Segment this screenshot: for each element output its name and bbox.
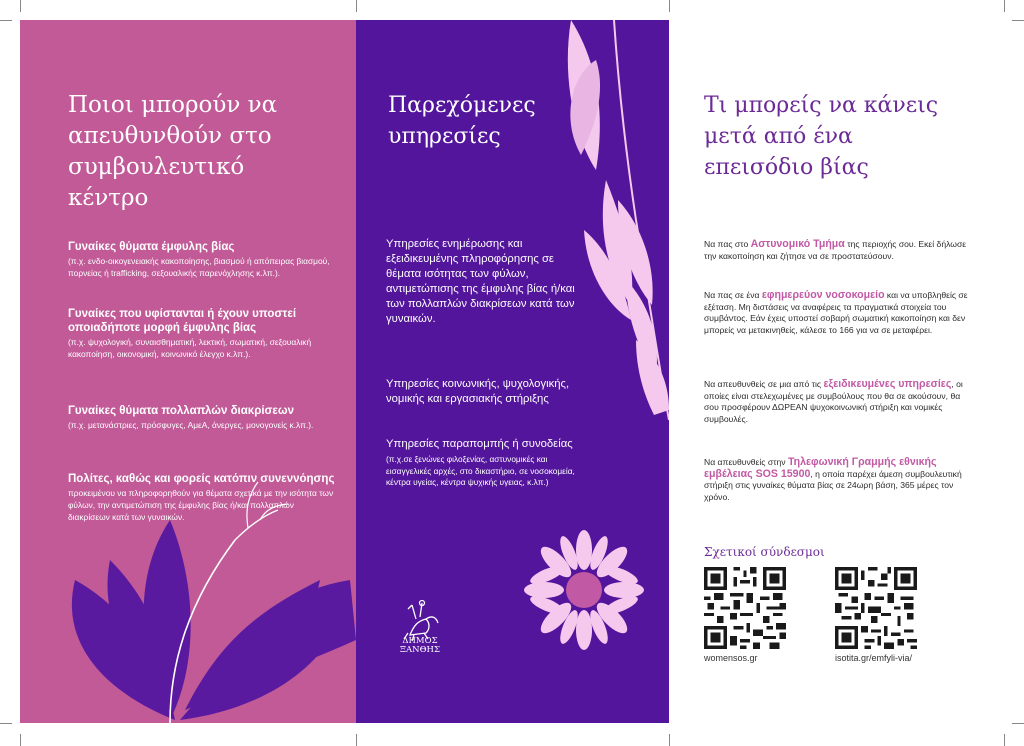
right-title: Τι μπορείς να κάνεις μετά από ένα επεισόδιο βίας bbox=[704, 93, 939, 180]
advice-text: της περιοχής σου. Εκεί δήλωσε την κακοποίηση και ζήτησε να σε προστατεύσουν. bbox=[704, 239, 967, 261]
crop-mark bbox=[1004, 0, 1005, 12]
advice-text: , η οποία παρέχει άμεση συμβουλευτική στήριξη στις γυναίκες θύματα βίας σε 24ωρη βάση, 365 μέρες τον χρόνο. bbox=[704, 468, 962, 503]
advice-text: Να απευθυνθείς στην bbox=[704, 457, 788, 467]
advice-paragraph bbox=[704, 290, 974, 337]
middle-panel bbox=[356, 20, 669, 723]
left-title: Ποιοι μπορούν να απευθυνθούν στο συμβουλευτικό κέντρο bbox=[68, 92, 278, 211]
logo-text: ΔΗΜΟΣ ΞΑΝΘΗΣ bbox=[400, 636, 440, 655]
audience-sub: (π.χ. μετανάστριες, πρόσφυγες, ΑμεΑ, άνεργες, μονογονείς κ.λπ.). bbox=[68, 420, 314, 430]
advice-text: , οι οποίες είναι στελεχωμένες με συμβούλους που θα σε ακούσουν, θα σου προσφέρουν ΔΩΡΕΑΝ ψυχοκοινωνική στήριξη και νομικές συμβουλές. bbox=[704, 379, 963, 425]
middle-title: Παρεχόμενες υπηρεσίες bbox=[388, 93, 536, 149]
audience-head: Γυναίκες θύματα πολλαπλών διακρίσεων bbox=[68, 405, 294, 417]
audience-sub: (π.χ. ψυχολογική, συναισθηματική, λεκτική, σωματική, σεξουαλική κακοποίηση, οικονομική, κοινωνικό έλεγχο κ.λπ.). bbox=[68, 337, 312, 359]
advice-highlight: Τηλεφωνική Γραμμής εθνικής εμβέλειας SOS 15900 bbox=[704, 456, 937, 480]
advice-highlight: εφημερεύον νοσοκομείο bbox=[761, 289, 885, 301]
crop-mark bbox=[1012, 723, 1024, 724]
service-head: Υπηρεσίες παραπομπής ή συνοδείας bbox=[386, 438, 573, 450]
advice-paragraph bbox=[704, 457, 974, 504]
audience-group bbox=[68, 472, 338, 523]
crop-mark bbox=[1004, 734, 1005, 746]
qr-code-icon[interactable] bbox=[835, 567, 917, 649]
advice-text: Να πας στο bbox=[704, 239, 751, 249]
crop-mark bbox=[669, 0, 670, 12]
link-label[interactable]: womensos.gr bbox=[704, 653, 758, 663]
advice-highlight: Αστυνομικό Τμήμα bbox=[750, 238, 845, 250]
link-label[interactable]: isotita.gr/emfyli-via/ bbox=[835, 653, 913, 663]
audience-group bbox=[68, 240, 338, 279]
crop-mark bbox=[0, 20, 12, 21]
left-panel bbox=[20, 20, 356, 723]
crop-mark bbox=[20, 734, 21, 746]
service-item bbox=[386, 377, 576, 407]
audience-head: Γυναίκες θύματα έμφυλης βίας bbox=[68, 241, 235, 253]
crop-mark bbox=[1012, 20, 1024, 21]
service-head: Υπηρεσίες ενημέρωσης και εξειδικευμένης πληροφόρησης σε θέματα ισότητας των φύλων, αντιμετώπισης της έμφυλης βίας ή/και των πολλαπλών διακρίσεων κατά των γυναικών. bbox=[386, 238, 575, 325]
advice-text: και να υποβληθείς σε εξέταση. Μη διστάσεις να αναφέρεις τα πραγματικά στοιχεία του συμβάντος. Εάν έχεις υποστεί σοβαρή σωματική κακοποίηση και δεν μπορείς να μετακινηθείς, κάλεσε το 166 για να σε μεταφέρει. bbox=[704, 290, 968, 336]
audience-group bbox=[68, 307, 338, 360]
service-item bbox=[386, 237, 576, 327]
crop-mark bbox=[20, 0, 21, 12]
advice-highlight: εξειδικευμένες υπηρεσίες bbox=[823, 378, 952, 390]
service-sub: (π.χ.σε ξενώνες φιλοξενίας, αστυνομικές και εισαγγελικές αρχές, στο δικαστήριο, σε νοσοκομεία, κέντρα υγείας, κέντρα ψυχικής υγειας, κ.λπ.) bbox=[386, 454, 575, 487]
crop-mark bbox=[356, 0, 357, 12]
qr-code-icon[interactable] bbox=[704, 567, 786, 649]
advice-paragraph bbox=[704, 379, 974, 426]
advice-text: Να πας σε ένα bbox=[704, 290, 762, 300]
daisy-flower bbox=[524, 530, 644, 650]
audience-sub: προκειμένου να πληροφορηθούν για θέματα σχετικά με την ισότητα των φύλων, την αντιμετώπιση της έμφυλης βίας ή/και πολλαπλών διακρίσεων κατά των γυναικών. bbox=[68, 488, 334, 522]
right-panel bbox=[669, 20, 1004, 723]
advice-paragraph bbox=[704, 239, 974, 262]
crop-mark bbox=[356, 734, 357, 746]
audience-sub: (π.χ. ενδο-οικογενειακής κακοποίησης, βιασμού ή απόπειρας βιασμού, πορνείας ή trafficking, σεξουαλικής παρενόχλησης κ.λπ.). bbox=[68, 256, 330, 278]
crop-mark bbox=[669, 734, 670, 746]
crop-mark bbox=[0, 723, 12, 724]
advice-text: Να απευθυνθείς σε μια από τις bbox=[704, 379, 824, 389]
service-item bbox=[386, 437, 576, 489]
links-title: Σχετικοί σύνδεσμοι bbox=[704, 545, 825, 559]
audience-head: Πολίτες, καθώς και φορείς κατόπιν συνεννόησης bbox=[68, 473, 335, 485]
audience-group bbox=[68, 404, 338, 431]
audience-head: Γυναίκες που υφίστανται ή έχουν υποστεί οποιαδήποτε μορφή έμφυλης βίας bbox=[68, 308, 297, 334]
service-head: Υπηρεσίες κοινωνικής, ψυχολογικής, νομικής και εργασιακής στήριξης bbox=[386, 378, 570, 405]
